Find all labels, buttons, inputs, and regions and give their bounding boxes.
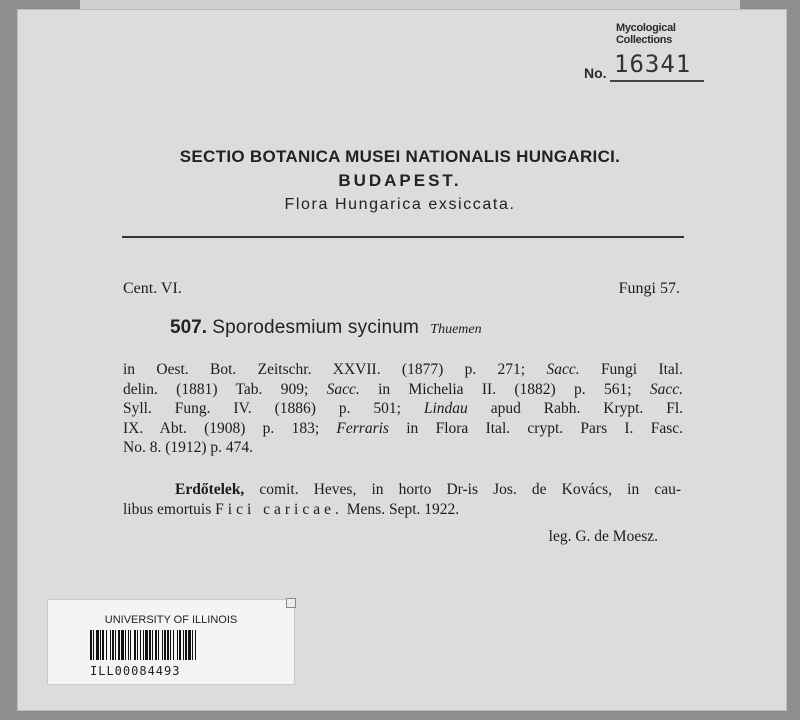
reference-text: in Oest. Bot. Zeitschr. XXVII. (1877) p. 271;: [123, 361, 547, 378]
sheet-top-edge: [80, 0, 740, 10]
species-name: Sporodesmium sycinum: [212, 317, 420, 338]
university-name: UNIVERSITY OF ILLINOIS: [104, 614, 238, 626]
fungi-number: Fungi 57.: [618, 280, 680, 297]
literature-references: [123, 360, 683, 458]
reference-line-1: [123, 360, 683, 380]
reference-text: IX. Abt. (1908) p. 183;: [123, 419, 337, 437]
stamp-no-label: No.: [584, 65, 607, 81]
reference-text: apud Rabh. Krypt. Fl.: [467, 400, 684, 417]
reference-author: Ferraris: [336, 419, 389, 437]
label-header: [0, 147, 800, 214]
species-author: Thuemen: [430, 322, 482, 337]
mycological-collections-stamp: [580, 10, 700, 90]
entry-number: 507.: [170, 317, 207, 338]
locality-line-1: [123, 480, 681, 500]
century-label: Cent. VI.: [123, 280, 182, 297]
reference-author: Lindau: [423, 400, 468, 417]
host-plant: Fici caricae.: [215, 500, 343, 518]
reference-text: delin. (1881) Tab. 909;: [123, 380, 327, 398]
barcode-code: ILL00084493: [90, 664, 181, 678]
reference-author: Sacc.: [649, 380, 683, 398]
series-name: Flora Hungarica exsiccata.: [284, 196, 516, 213]
reference-text: Fungi Ital.: [579, 361, 683, 378]
stamp-line-1: Mycological: [616, 22, 676, 34]
locality-place: Erdőtelek,: [175, 481, 245, 498]
institution-name: SECTIO BOTANICA MUSEI NATIONALIS HUNGARICI.: [179, 147, 621, 166]
reference-text: in Flora Ital. crypt. Pars I. Fasc.: [388, 419, 683, 437]
barcode: [90, 630, 252, 660]
header-divider: [122, 236, 684, 238]
stamp-line-2: Collections: [616, 34, 672, 46]
locality-text: comit. Heves, in horto Dr-is Jos. de Kovács, in cau-: [244, 481, 681, 498]
reference-line-4: [123, 419, 683, 439]
reference-text: Syll. Fung. IV. (1886) p. 501;: [123, 400, 424, 417]
university-label: [48, 600, 294, 684]
collector: leg. G. de Moesz.: [548, 528, 658, 545]
reference-author: Sacc.: [546, 361, 580, 378]
reference-line-2: [123, 380, 683, 400]
collection-date: Mens. Sept. 1922.: [342, 500, 460, 518]
reference-author: Sacc.: [326, 380, 360, 398]
accession-underline: [610, 80, 704, 82]
reference-text: in Michelia II. (1882) p. 561;: [359, 380, 650, 398]
reference-line-5: No. 8. (1912) p. 474.: [123, 439, 254, 456]
reference-line-3: [123, 399, 683, 419]
city-name: BUDAPEST.: [338, 171, 462, 190]
locality-line-2: [123, 500, 681, 520]
locality-text: libus emortuis: [123, 500, 216, 518]
accession-number: 16341: [614, 50, 692, 78]
label-corner-mark: [286, 598, 296, 608]
species-title: [170, 317, 482, 339]
locality-description: [123, 480, 681, 519]
